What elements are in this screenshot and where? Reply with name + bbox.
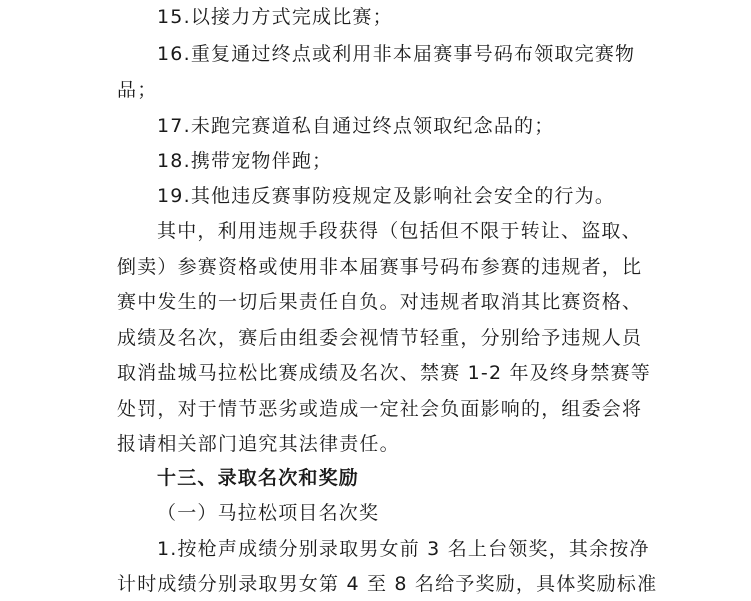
violation-paragraph-line: 倒卖）参赛资格或使用非本届赛事号码布参赛的违规者，比 xyxy=(117,256,643,278)
subsection-heading: （一）马拉松项目名次奖 xyxy=(157,502,380,524)
violation-paragraph-line: 赛中发生的一切后果责任自负。对违规者取消其比赛资格、 xyxy=(117,291,643,313)
rule-item-17: 17.未跑完赛道私自通过终点领取纪念品的； xyxy=(157,115,555,137)
violation-paragraph-line: 取消盐城马拉松比赛成绩及名次、禁赛 1-2 年及终身禁赛等 xyxy=(117,362,651,384)
violation-paragraph-line: 成绩及名次，赛后由组委会视情节轻重，分别给予违规人员 xyxy=(117,327,643,349)
award-paragraph-line: 计时成绩分别录取男女第 4 至 8 名给予奖励，具体奖励标准 xyxy=(117,573,658,595)
violation-paragraph-line: 其中，利用违规手段获得（包括但不限于转让、盗取、 xyxy=(157,220,642,242)
rule-item-16-continued: 品； xyxy=(117,79,158,101)
rule-item-15: 15.以接力方式完成比赛； xyxy=(157,6,393,28)
rule-item-19: 19.其他违反赛事防疫规定及影响社会安全的行为。 xyxy=(157,185,616,207)
violation-paragraph-line: 报请相关部门追究其法律责任。 xyxy=(117,433,400,455)
violation-paragraph-line: 处罚，对于情节恶劣或造成一定社会负面影响的，组委会将 xyxy=(117,398,643,420)
section-heading: 十三、录取名次和奖励 xyxy=(157,467,360,489)
rule-item-18: 18.携带宠物伴跑； xyxy=(157,150,333,172)
award-paragraph-line: 1.按枪声成绩分别录取男女前 3 名上台领奖，其余按净 xyxy=(157,538,650,560)
rule-item-16: 16.重复通过终点或利用非本届赛事号码布领取完赛物 xyxy=(157,43,636,65)
